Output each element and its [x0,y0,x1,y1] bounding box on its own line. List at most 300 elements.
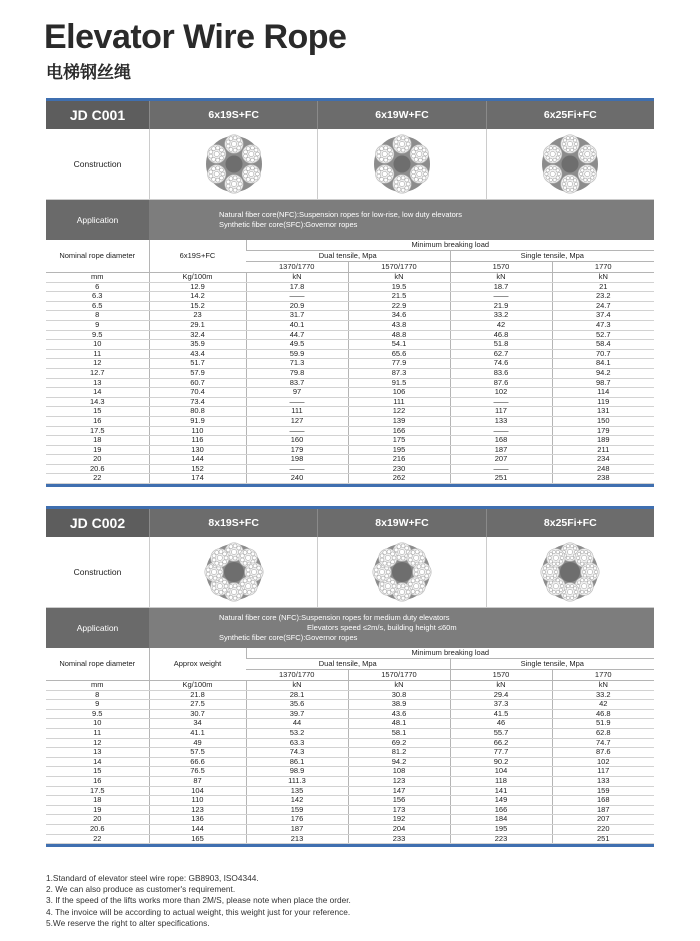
rope-diagram [150,537,318,607]
table-cell: 195 [348,445,450,455]
table-cell: 168 [450,436,552,446]
table-cell: 179 [246,445,348,455]
table-cell: 74.7 [552,738,654,748]
table-cell: —— [450,397,552,407]
table-cell: 91.5 [348,378,450,388]
unit-cell: mm [46,273,149,283]
table-row [46,378,654,388]
table-cell: 42 [552,700,654,710]
table-cell: 77.9 [348,359,450,369]
table-cell: —— [246,397,348,407]
table-cell: 34 [149,719,246,729]
table-cell: 104 [149,786,246,796]
table-cell: 20.6 [46,824,149,834]
table-cell: 29.4 [450,690,552,700]
application-line: Synthetic fiber core(SFC):Governor ropes [219,633,358,642]
note-item: 2. We can also produce as customer's requirement. [46,884,236,895]
table-row [46,748,654,758]
table-cell: 31.7 [246,311,348,321]
table-cell: 173 [348,805,450,815]
table-cell: 251 [552,834,654,844]
table-row [46,282,654,292]
application-row [46,200,654,240]
table-row [46,340,654,350]
table-row [46,805,654,815]
table-cell: 44.7 [246,330,348,340]
table-cell: 127 [246,416,348,426]
table-row [46,719,654,729]
note-item: 5.We reserve the right to alter specifications. [46,917,210,928]
header-grade: 1770 [552,262,654,273]
application-line: Elevators speed ≤2m/s, building height ≤60m [307,623,457,632]
table-cell: 207 [450,455,552,465]
table-cell: 54.1 [348,340,450,350]
table-cell: 90.2 [450,757,552,767]
table-cell: 20.6 [46,464,149,474]
table-cell: 29.1 [149,320,246,330]
header-min-breaking-load: Minimum breaking load [246,240,654,251]
unit-cell: Kg/100m [149,681,246,691]
rope-type-label: 6x19S+FC [149,101,317,129]
unit-cell: kN [246,681,348,691]
application-label: Application [46,200,149,240]
table-cell: —— [450,464,552,474]
table-cell: 87.6 [450,378,552,388]
table-cell: 116 [149,436,246,446]
table-cell: 223 [450,834,552,844]
notes [46,873,351,929]
table-cell: 48.8 [348,330,450,340]
table-cell: 189 [552,436,654,446]
table-cell: 104 [450,767,552,777]
table-cell: 70.7 [552,349,654,359]
table-cell: 59.9 [246,349,348,359]
table-cell: 53.2 [246,728,348,738]
table-row [46,426,654,436]
table-cell: 33.2 [450,311,552,321]
table-cell: 14.3 [46,397,149,407]
table-cell: 35.6 [246,700,348,710]
table-row [46,455,654,465]
unit-cell: kN [450,273,552,283]
header-single-tensile: Single tensile, Mpa [450,251,654,262]
table-cell: 174 [149,474,246,484]
table-cell: 20.9 [246,301,348,311]
table-cell: 21 [552,282,654,292]
table-cell: 19 [46,805,149,815]
table-cell: 248 [552,464,654,474]
table-cell: 62.8 [552,728,654,738]
table-cell: 106 [348,388,450,398]
table-cell: 13 [46,748,149,758]
table-cell: 8 [46,311,149,321]
table-cell: 13 [46,378,149,388]
table-cell: 133 [450,416,552,426]
table-cell: 74.6 [450,359,552,369]
section-header [46,101,654,129]
table-cell: 63.3 [246,738,348,748]
table-cell: 10 [46,340,149,350]
table-cell: 150 [552,416,654,426]
rope-diagram [318,129,486,199]
header-grade: 1370/1770 [246,670,348,681]
note-item: 4. The invoice will be according to actual weight, this weight just for your reference. [46,906,351,917]
table-cell: 52.7 [552,330,654,340]
table-cell: 43.6 [348,709,450,719]
table-cell: 20 [46,815,149,825]
table-cell: 55.7 [450,728,552,738]
rope-diagram [487,537,654,607]
table-row [46,796,654,806]
table-cell: 16 [46,776,149,786]
table-cell: 130 [149,445,246,455]
table-cell: 87.6 [552,748,654,758]
table-cell: 60.7 [149,378,246,388]
table-cell: 187 [552,805,654,815]
table-cell: 6 [46,282,149,292]
construction-label: Construction [46,129,150,199]
table-cell: 73.4 [149,397,246,407]
unit-cell: kN [450,681,552,691]
table-row [46,786,654,796]
table-row [46,436,654,446]
table-cell: 21.8 [149,690,246,700]
table-cell: 87 [149,776,246,786]
table-row [46,776,654,786]
rope-type-label: 6x19W+FC [317,101,485,129]
table-cell: 110 [149,426,246,436]
table-cell: 77.7 [450,748,552,758]
table-row [46,728,654,738]
table-row [46,709,654,719]
table-cell: 133 [552,776,654,786]
rope-type-label: 8x19S+FC [149,509,317,537]
table-cell: 81.2 [348,748,450,758]
table-cell: 47.3 [552,320,654,330]
table-cell: 211 [552,445,654,455]
table-cell: —— [246,292,348,302]
table-cell: 14 [46,757,149,767]
table-cell: 43.8 [348,320,450,330]
table-cell: 262 [348,474,450,484]
table-cell: 98.7 [552,378,654,388]
table-row [46,359,654,369]
product-code: JD C002 [46,509,149,537]
table-cell: 159 [552,786,654,796]
table-cell: 49 [149,738,246,748]
table-cell: 28.1 [246,690,348,700]
table-cell: 41.5 [450,709,552,719]
table-cell: 110 [149,796,246,806]
table-cell: 147 [348,786,450,796]
table-row [46,464,654,474]
table-cell: 49.5 [246,340,348,350]
table-row [46,349,654,359]
table-cell: 187 [450,445,552,455]
table-cell: 213 [246,834,348,844]
header-grade: 1570/1770 [348,670,450,681]
table-row [46,320,654,330]
table-cell: 70.4 [149,388,246,398]
table-cell: 32.4 [149,330,246,340]
rope-cross-section-icon [539,133,601,195]
table-row [46,474,654,484]
table-row [46,416,654,426]
table-cell: 22 [46,834,149,844]
construction-label: Construction [46,537,150,607]
header-weight: 6x19S+FC [149,240,246,273]
table-cell: 240 [246,474,348,484]
table-cell: 21.9 [450,301,552,311]
table-cell: 166 [450,805,552,815]
table-cell: 87.3 [348,368,450,378]
table-cell: 12.7 [46,368,149,378]
table-cell: 58.1 [348,728,450,738]
table-cell: 57.9 [149,368,246,378]
table-cell: 160 [246,436,348,446]
table-cell: 43.4 [149,349,246,359]
table-cell: 94.2 [348,757,450,767]
table-cell: 156 [348,796,450,806]
table-cell: 42 [450,320,552,330]
header-dual-tensile: Dual tensile, Mpa [246,659,450,670]
note-item: 1.Standard of elevator steel wire rope: GB8903, ISO4344. [46,873,259,883]
table-cell: 238 [552,474,654,484]
table-cell: 131 [552,407,654,417]
table-cell: 91.9 [149,416,246,426]
table-row [46,368,654,378]
table-row [46,767,654,777]
table-cell: 15.2 [149,301,246,311]
table-cell: 83.6 [450,368,552,378]
table-cell: 119 [552,397,654,407]
table-cell: 102 [552,757,654,767]
table-cell: 18 [46,436,149,446]
table-cell: 179 [552,426,654,436]
table-cell: 14.2 [149,292,246,302]
table-cell: 118 [450,776,552,786]
table-cell: 8 [46,690,149,700]
table-cell: 176 [246,815,348,825]
table-cell: —— [450,426,552,436]
header-single-tensile: Single tensile, Mpa [450,659,654,670]
table-cell: 117 [552,767,654,777]
rope-type-label: 6x25Fi+FC [486,101,654,129]
table-cell: 165 [149,834,246,844]
application-row [46,608,654,648]
table-cell: 135 [246,786,348,796]
table-cell: 144 [149,824,246,834]
table-cell: 166 [348,426,450,436]
table-row [46,700,654,710]
table-cell: 144 [149,455,246,465]
unit-cell: mm [46,681,149,691]
header-weight: Approx weight [149,648,246,681]
page-subtitle: 电梯钢丝绳 [46,63,131,82]
table-cell: 22 [46,474,149,484]
header-grade: 1770 [552,670,654,681]
table-cell: 17.5 [46,786,149,796]
product-code: JD C001 [46,101,149,129]
page-title: Elevator Wire Rope [44,18,347,56]
table-cell: 18 [46,796,149,806]
table-cell: 34.6 [348,311,450,321]
table-cell: 10 [46,719,149,729]
table-cell: 9.5 [46,709,149,719]
spec-table [46,240,654,484]
table-cell: 19.5 [348,282,450,292]
table-cell: 84.1 [552,359,654,369]
table-cell: 17.8 [246,282,348,292]
table-cell: 11 [46,728,149,738]
header-nominal-diameter: Nominal rope diameter [46,240,149,273]
unit-cell: kN [348,273,450,283]
table-cell: 65.6 [348,349,450,359]
table-row [46,445,654,455]
table-cell: 51.9 [552,719,654,729]
table-cell: 16 [46,416,149,426]
rope-type-label: 8x25Fi+FC [486,509,654,537]
note-item: 3. If the speed of the lifts works more than 2M/S, please note when place the order. [46,895,351,906]
table-cell: 39.7 [246,709,348,719]
table-cell: 123 [149,805,246,815]
application-text [149,608,654,648]
table-cell: 136 [149,815,246,825]
table-cell: 71.3 [246,359,348,369]
table-cell: 80.8 [149,407,246,417]
table-row [46,690,654,700]
table-cell: 58.4 [552,340,654,350]
table-row [46,824,654,834]
bottom-rule [46,844,654,847]
table-cell: 187 [246,824,348,834]
table-cell: 86.1 [246,757,348,767]
table-cell: 204 [348,824,450,834]
table-cell: 111.3 [246,776,348,786]
table-cell: 41.1 [149,728,246,738]
table-cell: 159 [246,805,348,815]
table-cell: 98.9 [246,767,348,777]
table-cell: 79.8 [246,368,348,378]
section-jd-c001 [46,98,654,487]
table-cell: 15 [46,767,149,777]
table-cell: 37.3 [450,700,552,710]
table-cell: 6.3 [46,292,149,302]
table-cell: 198 [246,455,348,465]
application-line: Natural fiber core(NFC):Suspension ropes for low-rise, low duty elevators [219,210,463,219]
rope-cross-section-icon [371,133,433,195]
spec-table [46,648,654,844]
table-cell: 35.9 [149,340,246,350]
table-cell: 6.5 [46,301,149,311]
table-cell: 30.8 [348,690,450,700]
construction-row [46,537,654,608]
table-cell: 38.9 [348,700,450,710]
table-cell: 102 [450,388,552,398]
table-cell: 142 [246,796,348,806]
table-cell: 168 [552,796,654,806]
table-cell: 216 [348,455,450,465]
application-line: Natural fiber core (NFC):Suspension ropes for medium duty elevators [219,613,450,622]
table-cell: 175 [348,436,450,446]
table-cell: 37.4 [552,311,654,321]
table-cell: 22.9 [348,301,450,311]
table-cell: 192 [348,815,450,825]
table-cell: 40.1 [246,320,348,330]
table-cell: 108 [348,767,450,777]
table-cell: 111 [348,397,450,407]
table-cell: 139 [348,416,450,426]
section-header [46,509,654,537]
table-cell: 251 [450,474,552,484]
table-cell: 76.5 [149,767,246,777]
table-cell: —— [246,464,348,474]
table-cell: —— [246,426,348,436]
table-row [46,388,654,398]
table-cell: 122 [348,407,450,417]
rope-diagram [318,537,486,607]
table-cell: 9 [46,700,149,710]
table-row [46,757,654,767]
table-cell: 207 [552,815,654,825]
header-dual-tensile: Dual tensile, Mpa [246,251,450,262]
table-cell: 111 [246,407,348,417]
table-cell: 66.2 [450,738,552,748]
table-row [46,834,654,844]
table-cell: 184 [450,815,552,825]
application-label: Application [46,608,149,648]
unit-cell: kN [552,273,654,283]
rope-diagram [150,129,318,199]
table-cell: 12 [46,359,149,369]
table-cell: —— [450,292,552,302]
table-row [46,301,654,311]
table-cell: 19 [46,445,149,455]
table-cell: 46.8 [552,709,654,719]
table-cell: 234 [552,455,654,465]
table-cell: 14 [46,388,149,398]
table-cell: 123 [348,776,450,786]
table-cell: 12 [46,738,149,748]
table-cell: 195 [450,824,552,834]
table-cell: 24.7 [552,301,654,311]
table-cell: 94.2 [552,368,654,378]
table-cell: 23.2 [552,292,654,302]
unit-cell: kN [348,681,450,691]
table-cell: 97 [246,388,348,398]
header-grade: 1570 [450,262,552,273]
unit-cell: kN [552,681,654,691]
table-cell: 117 [450,407,552,417]
rope-diagram [487,129,654,199]
table-cell: 21.5 [348,292,450,302]
rope-type-label: 8x19W+FC [317,509,485,537]
rope-cross-section-icon [203,541,265,603]
table-cell: 114 [552,388,654,398]
table-cell: 220 [552,824,654,834]
table-cell: 33.2 [552,690,654,700]
table-cell: 23 [149,311,246,321]
table-cell: 57.5 [149,748,246,758]
table-row [46,738,654,748]
table-cell: 20 [46,455,149,465]
table-cell: 51.8 [450,340,552,350]
table-row [46,330,654,340]
header-grade: 1370/1770 [246,262,348,273]
table-row [46,311,654,321]
rope-cross-section-icon [539,541,601,603]
table-row [46,397,654,407]
